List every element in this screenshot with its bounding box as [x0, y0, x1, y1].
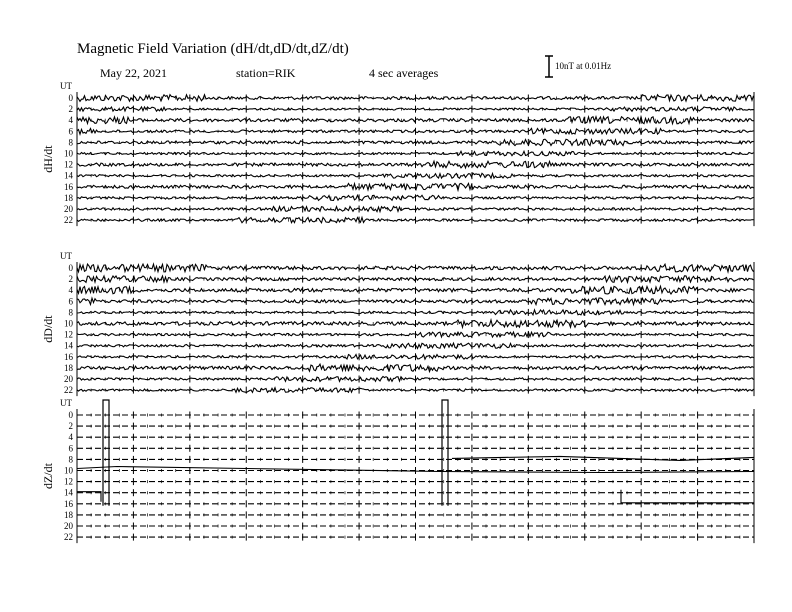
- ut-row-label: 0: [68, 410, 73, 420]
- ut-row-label: 16: [64, 181, 73, 192]
- ut-row-label: 22: [64, 532, 73, 543]
- ut-axis-label: UT: [60, 251, 72, 261]
- y-axis-label: dZ/dt: [41, 463, 55, 490]
- ut-row-label: 10: [64, 465, 73, 476]
- scale-bar: [545, 56, 611, 77]
- ut-row-label: 8: [68, 454, 73, 465]
- ut-row-label: 12: [64, 329, 73, 340]
- ut-row-label: 22: [64, 215, 73, 226]
- ut-row-label: 14: [64, 340, 73, 351]
- ut-row-label: 8: [68, 307, 73, 318]
- ut-row-label: 2: [68, 421, 73, 432]
- ut-row-label: 14: [64, 487, 73, 498]
- y-axis-label: dD/dt: [41, 315, 55, 343]
- panel-dD-dt: [41, 251, 754, 396]
- ut-row-label: 14: [64, 170, 73, 181]
- ut-row-label: 20: [64, 521, 73, 531]
- ut-row-label: 0: [68, 93, 73, 103]
- ut-row-label: 8: [68, 137, 73, 148]
- ut-row-label: 6: [68, 443, 73, 454]
- ut-row-label: 6: [68, 296, 73, 307]
- ut-row-label: 0: [68, 263, 73, 273]
- ut-row-label: 12: [64, 476, 73, 487]
- ut-axis-label: UT: [60, 81, 72, 91]
- ut-axis-label: UT: [60, 398, 72, 408]
- ut-row-label: 12: [64, 159, 73, 170]
- averaging-label: 4 sec averages: [369, 66, 439, 80]
- ut-row-label: 6: [68, 126, 73, 137]
- ut-row-label: 16: [64, 351, 73, 362]
- date-label: May 22, 2021: [100, 66, 167, 80]
- ut-row-label: 10: [64, 148, 73, 159]
- ut-row-label: 2: [68, 274, 73, 285]
- ut-row-label: 10: [64, 318, 73, 329]
- ut-row-label: 18: [64, 362, 73, 373]
- ut-row-label: 16: [64, 498, 73, 509]
- spike-trace: [103, 400, 109, 506]
- ut-row-label: 4: [68, 285, 73, 296]
- ut-row-label: 20: [64, 204, 73, 214]
- ut-row-label: 18: [64, 509, 73, 520]
- station-label: station=RIK: [236, 66, 296, 80]
- ut-row-label: 20: [64, 374, 73, 384]
- scale-bar-label: 10nT at 0.01Hz: [555, 61, 612, 71]
- ut-row-label: 2: [68, 104, 73, 115]
- ut-row-label: 18: [64, 192, 73, 203]
- panel-dH-dt: [41, 81, 754, 226]
- ut-row-label: 22: [64, 385, 73, 396]
- ut-row-label: 4: [68, 432, 73, 443]
- ut-row-label: 4: [68, 115, 73, 126]
- y-axis-label: dH/dt: [41, 145, 55, 173]
- spike-trace: [442, 400, 448, 506]
- panel-dZ-dt: [41, 398, 754, 543]
- chart-title: Magnetic Field Variation (dH/dt,dD/dt,dZ/dt): [77, 41, 349, 57]
